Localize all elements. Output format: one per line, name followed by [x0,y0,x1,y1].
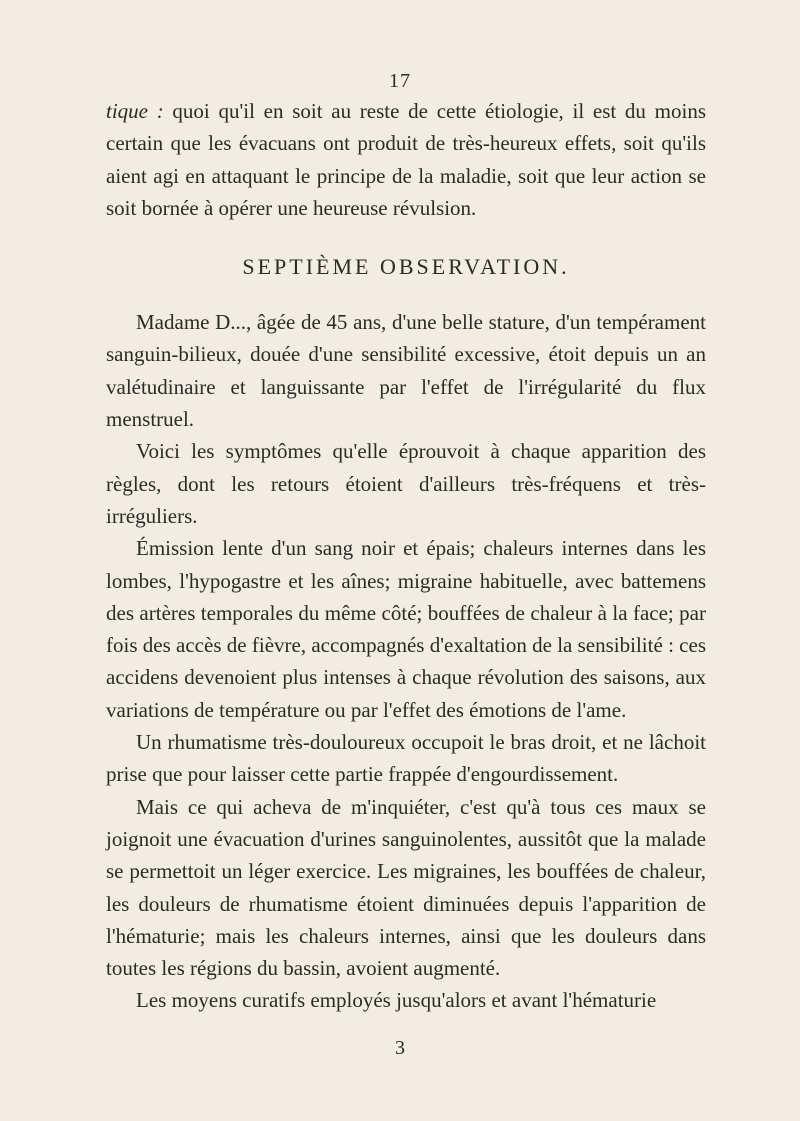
continuation-text: quoi qu'il en soit au reste de cette étiologie, il est du moins certain que les évacuans ont produit de très-heureux effets, soit qu'ils aient agi en attaquant le principe de la maladie, soit que leur action se soit bornée à opérer une heureuse révulsion. [106,99,706,220]
body-text [106,95,706,1017]
paragraph: Un rhumatisme très-douloureux occupoit le bras droit, et ne lâchoit prise que pour laisser cette partie frappée d'engourdissement. [106,730,706,787]
section-heading: SEPTIÈME OBSERVATION. [242,254,570,280]
paragraph-continuation [106,95,706,224]
continuation-lead-word: tique : [106,99,164,123]
paragraph: Madame D..., âgée de 45 ans, d'une belle stature, d'un tempérament sanguin-bilieux, douée d'une sensibilité excessive, étoit depuis un an valétudinaire et languissante par l'effet de l'irrégularité du flux menstruel. [106,310,706,432]
paragraph: Voici les symptômes qu'elle éprouvoit à chaque apparition des règles, dont les retours étoient d'ailleurs très-fréquens et très-irréguliers. [106,439,706,528]
paragraph: Mais ce qui acheva de m'inquiéter, c'est qu'à tous ces maux se joignoit une évacuation d'urines sanguinolentes, aussitôt que la malade se permettoit un léger exercice. Les migraines, les bouffées de chaleur, les douleurs de rhumatisme étoient diminuées depuis l'apparition de l'hématurie; mais les chaleurs internes, ainsi que les douleurs dans toutes les régions du bassin, avoient augmenté. [106,794,706,981]
paragraph: Les moyens curatifs employés jusqu'alors et avant l'hématurie [136,988,657,1013]
signature-mark: 3 [395,1037,405,1059]
page-number: 17 [389,70,411,92]
paragraph: Émission lente d'un sang noir et épais; chaleurs internes dans les lombes, l'hypogastre et les aînes; migraine habituelle, avec battemens des artères temporales du même côté; bouffées de chaleur à la face; par fois des accès de fièvre, accompagnés d'exaltation de la sensibilité : ces accidens devenoient plus intenses à chaque révolution des saisons, aux variations de température ou par l'effet des émotions de l'ame. [106,536,706,722]
